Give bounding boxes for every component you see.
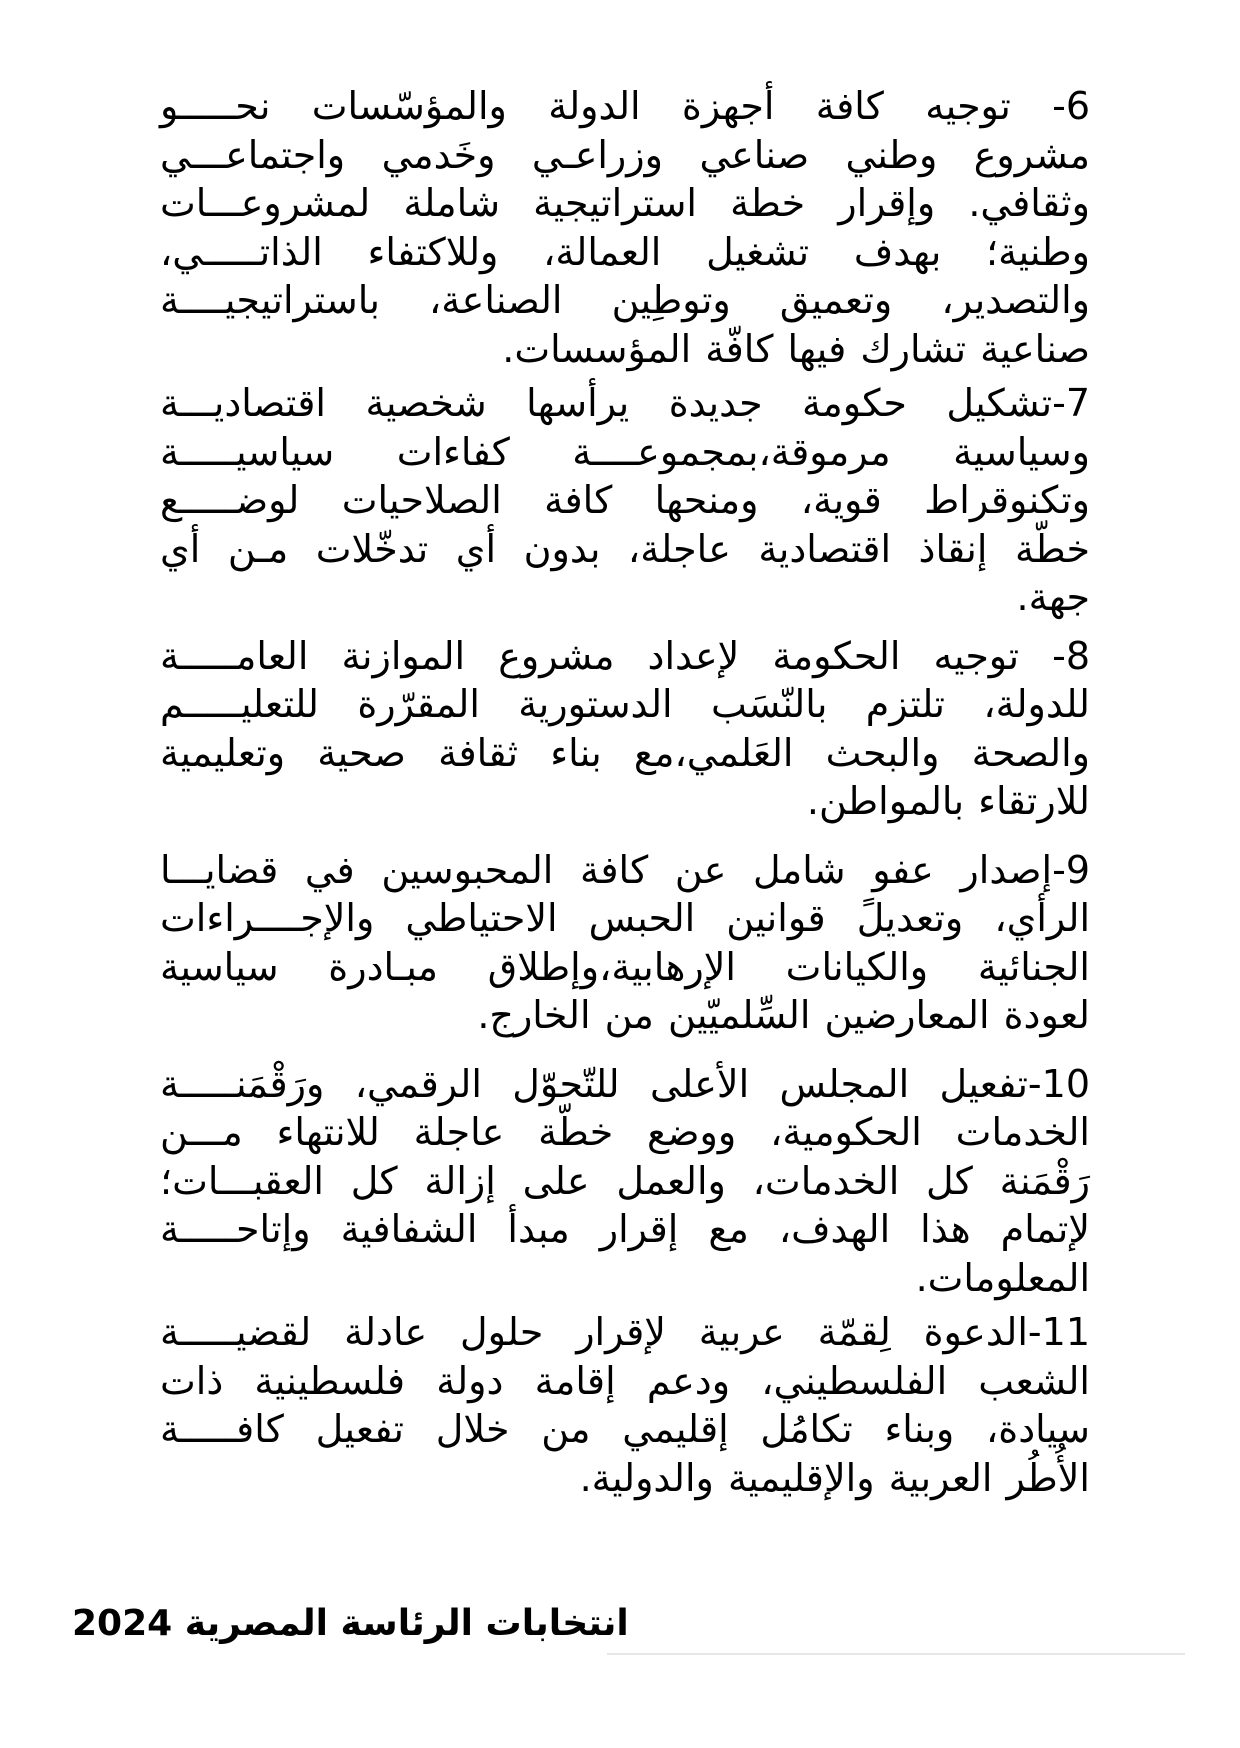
spacer bbox=[160, 1046, 1090, 1060]
paragraph-line: رَقْمَنة كل الخدمات، والعمل على إزالة كل العقبـــات؛ bbox=[160, 1158, 1090, 1203]
paragraph-line: صناعية تشارك فيها كافّة المؤسسات. bbox=[502, 326, 1090, 371]
paragraph-line: 6- توجيه كافة أجهزة الدولة والمؤسّسات نحـــــو bbox=[160, 84, 1090, 128]
paragraph-line: مشروع وطني صناعي وزراعـي وخَدمي واجتماعـــي bbox=[160, 132, 1090, 177]
paragraph-line: 11-الدعوة لِقمّة عربية لإقرار حلول عادلة لقضيـــــة bbox=[160, 1310, 1090, 1354]
paragraph-line: وسياسية مرموقة،بمجموعــــة كفاءات سياسيـــــة bbox=[160, 429, 1090, 474]
paragraph-line: 8- توجيه الحكومة لإعداد مشروع الموازنة العامـــــة bbox=[160, 633, 1090, 678]
paragraph-line: والصحة والبحث العَلمي،مع بناء ثقافة صحية وتعليمية bbox=[160, 730, 1090, 775]
paragraph-line: 9-إصدار عفو شامل عن كافة المحبوسين في قضايـــا bbox=[160, 847, 1090, 892]
paragraph-line: وتكنوقراط قوية، ومنحها كافة الصلاحيات لوضـــــع bbox=[160, 478, 1090, 522]
paragraph-line: جهة. bbox=[1016, 575, 1090, 619]
list-item-7 bbox=[160, 379, 1090, 622]
list-item-8 bbox=[160, 632, 1090, 826]
list-item-11 bbox=[160, 1308, 1090, 1502]
paragraph-line: الرأي، وتعديلً قوانين الحبس الاحتياطي والإجــــراءات bbox=[160, 896, 1090, 940]
paragraph-line: وثقافي. وإقرار خطة استراتيجية شاملة لمشروعـــات bbox=[160, 181, 1090, 225]
paragraph-line: الخدمات الحكومية، ووضع خطّة عاجلة للانتهاء مـــن bbox=[160, 1110, 1090, 1154]
paragraph-line: الجنائية والكيانات الإرهابية،وإطلاق مبـادرة سياسية bbox=[160, 944, 1090, 989]
paragraph-line: لعودة المعارضين السِّلميّين من الخارج. bbox=[477, 993, 1090, 1037]
paragraph-line: 10-تفعيل المجلس الأعلى للتّحوّل الرقمي، ورَقْمَنـــــة bbox=[160, 1061, 1090, 1106]
paragraph-line: لإتمام هذا الهدف، مع إقرار مبدأ الشفافية وإتاحـــــة bbox=[160, 1207, 1090, 1251]
paragraph-line: للارتقاء بالمواطن. bbox=[806, 779, 1090, 823]
paragraph-line: سيادة، وبناء تكامُل إقليمي من خلال تفعيل كافـــــة bbox=[160, 1407, 1090, 1451]
paragraph-line: المعلومات. bbox=[915, 1255, 1090, 1300]
list-item-10 bbox=[160, 1060, 1090, 1303]
list-item-9 bbox=[160, 846, 1090, 1040]
paragraph-line: والتصدير، وتعميق وتوطِين الصناعة، باستراتيجيــــة bbox=[160, 278, 1090, 322]
paragraph-line: الأُطُر العربية والإقليمية والدولية. bbox=[579, 1455, 1090, 1500]
demands-list bbox=[160, 82, 1090, 1508]
paragraph-line: الشعب الفلسطيني، ودعم إقامة دولة فلسطينية ذات bbox=[160, 1358, 1090, 1403]
paragraph-line: وطنية؛ بهدف تشغيل العمالة، وللاكتفاء الذاتـــــي، bbox=[160, 229, 1090, 274]
paragraph-line: 7-تشكيل حكومة جديدة يرأسها شخصية اقتصاديـــة bbox=[160, 381, 1090, 425]
paragraph-line: للدولة، تلتزم بالنّسَب الدستورية المقرّرة للتعليـــــم bbox=[160, 682, 1090, 726]
footer-title: انتخابات الرئاسة المصرية 2024 bbox=[72, 1603, 629, 1644]
paragraph-line: خطّة إنقاذ اقتصادية عاجلة، بدون أي تدخّلات مـن أي bbox=[160, 526, 1090, 571]
spacer bbox=[160, 832, 1090, 846]
list-item-6 bbox=[160, 82, 1090, 373]
footer-divider bbox=[607, 1653, 1185, 1655]
